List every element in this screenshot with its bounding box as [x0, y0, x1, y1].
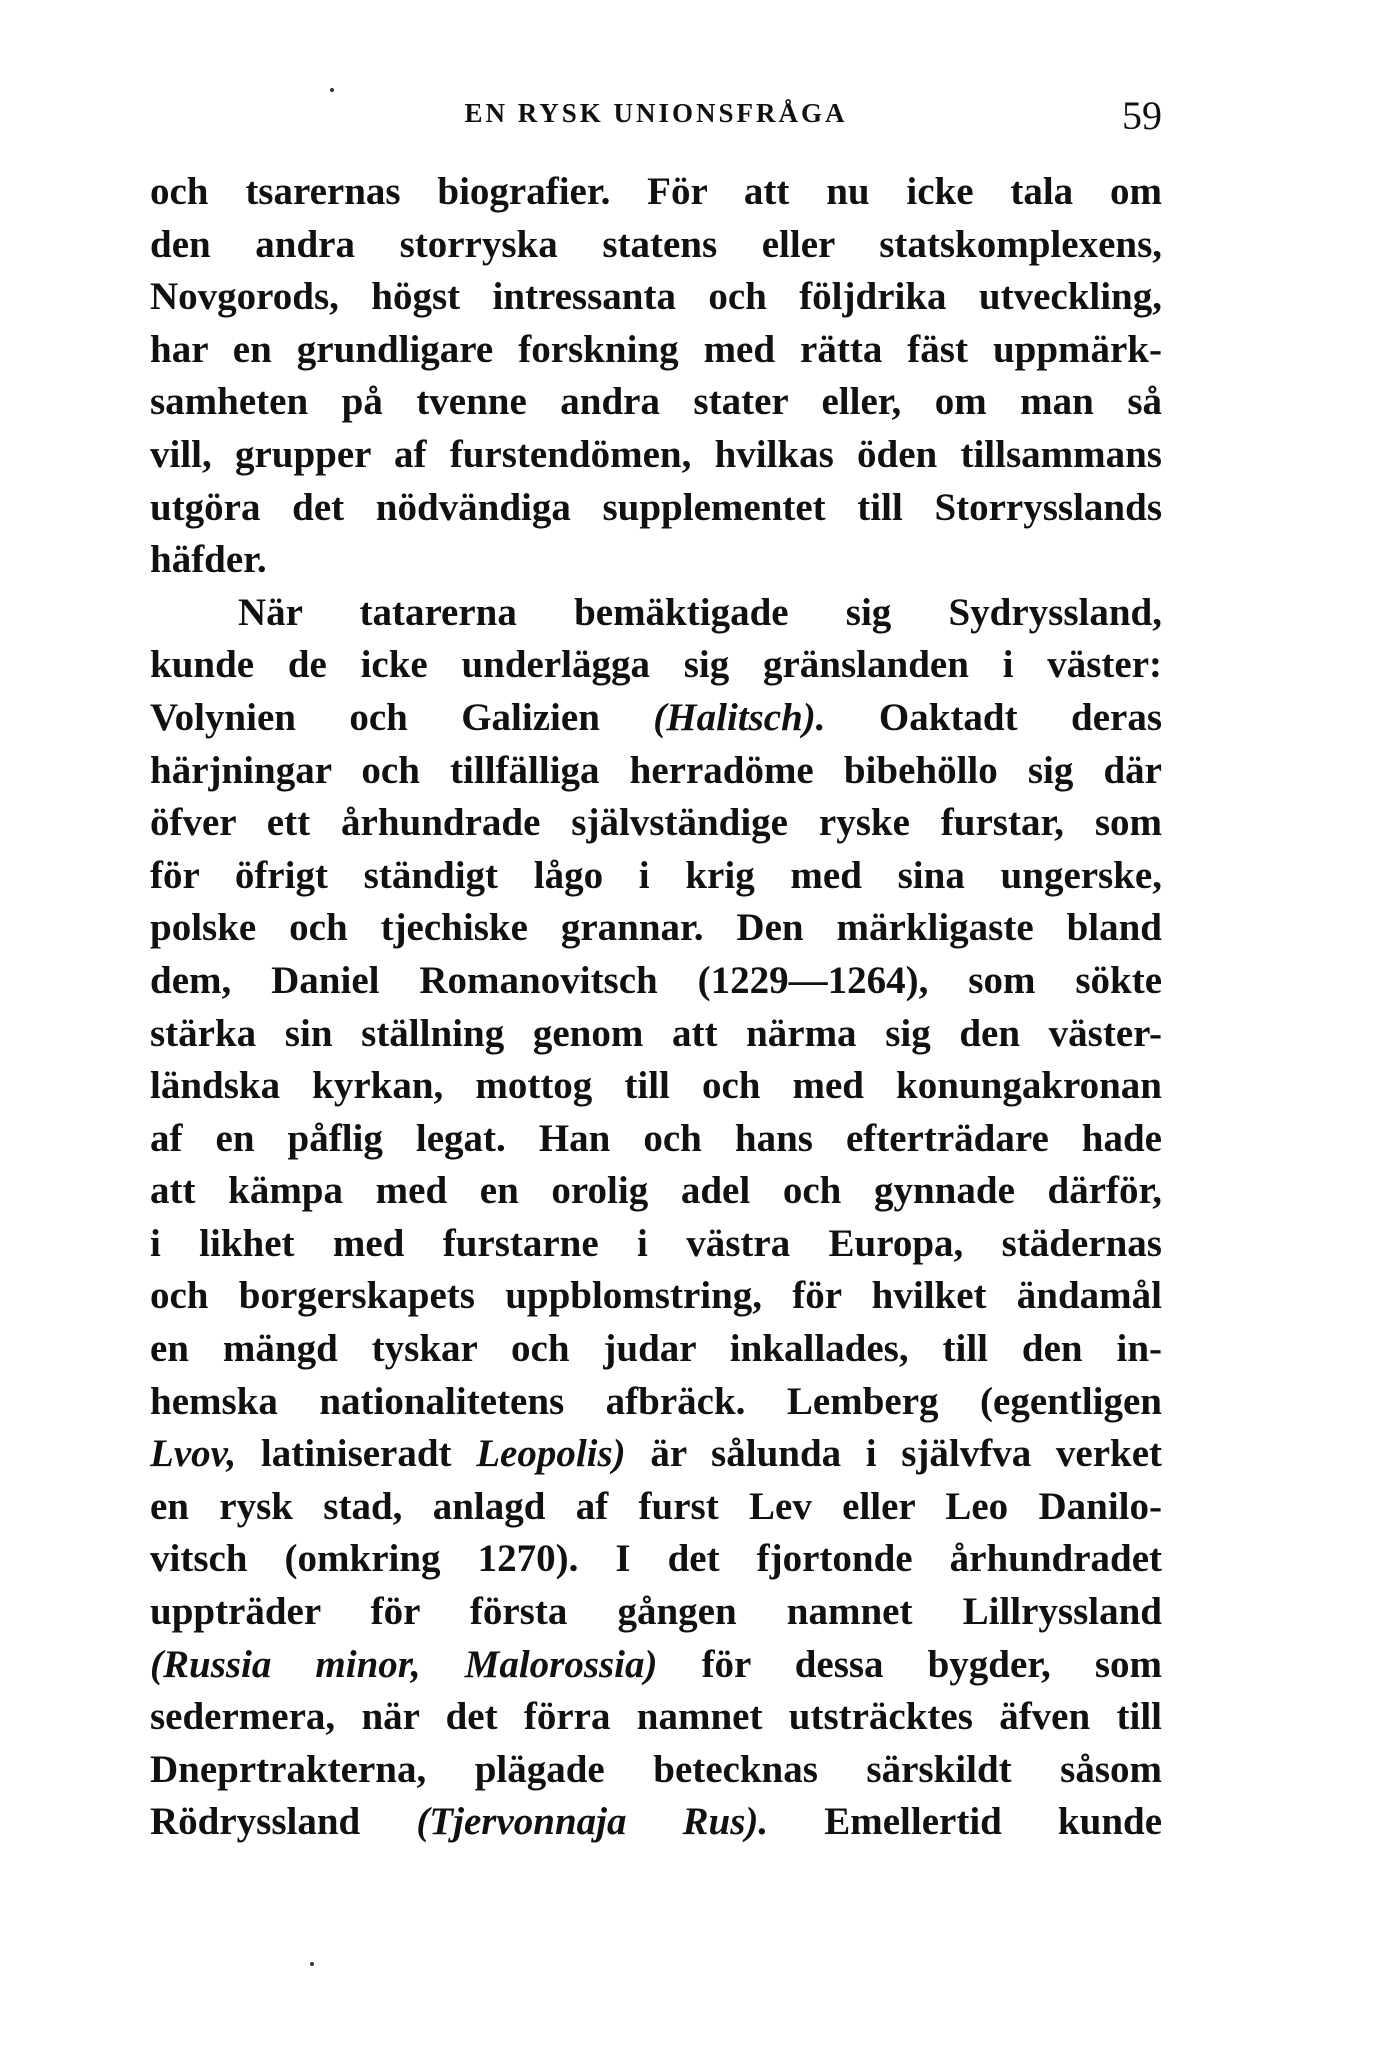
text-line: Rödryssland (Tjervonnaja Rus). Emellertid kunde — [150, 1800, 1163, 1844]
text-line: en rysk stad, anlagd af furst Lev eller Leo Danilo- — [150, 1484, 1162, 1528]
text-line: vitsch (omkring 1270). I det fjortonde århundradet — [150, 1537, 1162, 1581]
text-line: härjningar och tillfälliga herradöme bibehöllo sig där — [150, 748, 1162, 792]
text-line: polske och tjechiske grannar. Den märkligaste bland — [150, 906, 1162, 950]
italic-term: Lvov, — [150, 1432, 237, 1476]
text-line: samheten på tvenne andra stater eller, om man så — [150, 380, 1162, 424]
text-line: ländska kyrkan, mottog till och med konungakronan — [150, 1064, 1162, 1108]
text-line: att kämpa med en orolig adel och gynnade därför, — [150, 1169, 1162, 1213]
italic-term: Leopolis) — [476, 1432, 626, 1476]
italic-term: (Halitsch). — [653, 695, 826, 739]
text-line: Volynien och Galizien (Halitsch). Oaktadt deras — [150, 695, 1162, 739]
text-line: öfver ett århundrade självständige ryske furstar, som — [150, 801, 1162, 845]
text-line: uppträder för första gången namnet Lillryssland — [150, 1590, 1162, 1634]
text-line: en mängd tyskar och judar inkallades, till den in- — [150, 1327, 1162, 1371]
text-line: utgöra det nödvändiga supplementet till Storrysslands — [150, 485, 1162, 529]
page-number: 59 — [1122, 93, 1162, 138]
text-line: den andra storryska statens eller statskomplexens, — [150, 222, 1162, 266]
italic-term: (Tjervonnaja Rus). — [416, 1800, 769, 1844]
text-line: stärka sin ställning genom att närma sig den väster- — [150, 1011, 1162, 1055]
running-title: EN RYSK UNIONSFRÅGA — [464, 98, 848, 128]
text-line: af en påflig legat. Han och hans efterträdare hade — [150, 1116, 1162, 1160]
text-line: och borgerskapets uppblomstring, för hvilket ändamål — [150, 1274, 1162, 1318]
italic-term: (Russia minor, — [150, 1642, 421, 1686]
text-line: dem, Daniel Romanovitsch (1229—1264), som sökte — [150, 958, 1162, 1002]
text-line-paragraph-start: När tatarerna bemäktigade sig Sydryssland, — [238, 590, 1162, 634]
text-line: för öfrigt ständigt lågo i krig med sina ungerske, — [150, 853, 1162, 897]
print-speck — [330, 88, 334, 92]
text-line: vill, grupper af furstendömen, hvilkas öden tillsammans — [150, 432, 1162, 476]
text-line: har en grundligare forskning med rätta fäst uppmärk- — [150, 327, 1162, 371]
print-speck — [310, 1962, 314, 1966]
text-line: och tsarernas biografier. För att nu icke tala om — [150, 170, 1162, 213]
text-line: (Russia minor, Malorossia) för dessa bygder, som — [150, 1642, 1162, 1686]
text-line: i likhet med furstarne i västra Europa, städernas — [150, 1221, 1162, 1265]
italic-term: Malorossia) — [464, 1642, 658, 1686]
body-text — [150, 166, 1162, 1849]
text-line: kunde de icke underlägga sig gränslanden i väster: — [150, 643, 1162, 687]
running-head — [150, 92, 1162, 142]
text-line: Dneprtrakterna, plägade betecknas särskildt såsom — [150, 1747, 1162, 1791]
text-line: Novgorods, högst intressanta och följdrika utveckling, — [150, 275, 1162, 319]
text-line-paragraph-end: häfder. — [150, 538, 267, 582]
text-line: Lvov, latiniseradt Leopolis) är sålunda i självfva verket — [150, 1432, 1162, 1476]
text-line: sedermera, när det förra namnet utsträcktes äfven till — [150, 1695, 1162, 1739]
text-line: hemska nationalitetens afbräck. Lemberg (egentligen — [150, 1379, 1162, 1423]
